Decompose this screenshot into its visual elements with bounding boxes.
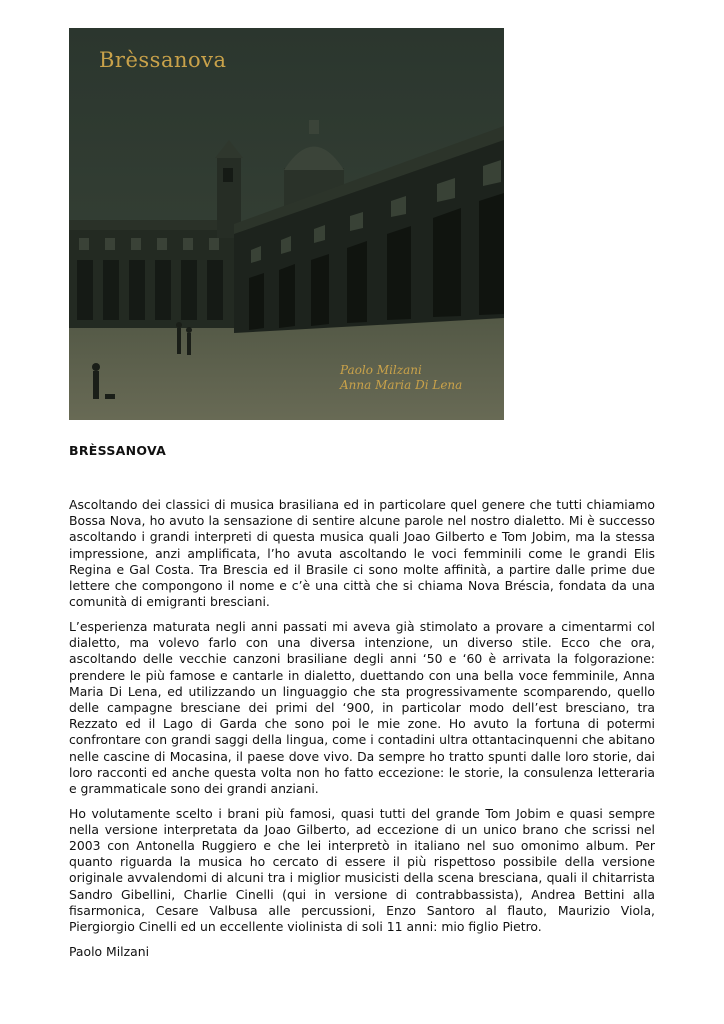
cover-artist-1: Paolo Milzani	[340, 363, 422, 377]
paragraph-2: L’esperienza maturata negli anni passati mi aveva già stimolato a provare a cimentarmi col dialetto, ma volevo farlo con una diversa intenzione, un diverso stile. Ecco che ora, ascoltando delle vecchie canzoni brasiliane degli anni ‘50 e ‘60 è arrivata la folgorazione: prendere le più famose e cantarle in dialetto, duettando con una bella voce femminile, Anna Maria Di Lena, ed utilizzando un linguaggio che sta progressivamente scomparendo, quello delle campagne bresciane dei primi del ‘900, in particolar modo dell’est bresciano, tra Rezzato ed il Lago di Garda che sono poi le mie zone. Ho avuto la fortuna di potermi confrontare con grandi saggi della lingua, come i contadini ultra ottantacinquenni che abitano nelle cascine di Mocasina, il paese dove vivo. Da sempre ho tratto spunti dalle loro storie, dai loro racconti ed anche questa volta non ho fatto eccezione: le storie, la consulenza letteraria e grammaticale sono dei grandi anziani.	[69, 618, 655, 796]
cover-title: Brèssanova	[99, 48, 227, 72]
article-heading: BRÈSSANOVA	[69, 443, 167, 458]
cover-artists	[340, 363, 462, 393]
signature: Paolo Milzani	[69, 943, 150, 959]
paragraph-1: Ascoltando dei classici di musica brasiliana ed in particolare quel genere che tutti chiamiamo Bossa Nova, ho avuto la sensazione di sentire alcune parole nel nostro dialetto. Mi è successo ascoltando i grandi interpreti di questa musica quali Joao Gilberto e Tom Jobim, ma la stessa impressione, anzi amplificata, l’ho avuta ascoltando le voci femminili come le grandi Elis Regina e Gal Costa. Tra Brescia ed il Brasile ci sono molte affinità, a partire dalle prime due lettere che compongono il nome e c’è una città che si chiama Nova Bréscia, fondata da una comunità di emigranti bresciani.	[69, 497, 655, 610]
paragraph-3: Ho volutamente scelto i brani più famosi, quasi tutti del grande Tom Jobim e quasi sempre nella versione interpretata da Joao Gilberto, ad eccezione di un unico brano che scrissi nel 2003 con Antonella Ruggiero e che lei interpretò in italiano nel suo omonimo album. Per quanto riguarda la musica ho cercato di essere il più rispettoso possibile della versione originale avvalendomi di alcuni tra i miglior musicisti della scena bresciana, quali il chitarrista Sandro Gibellini, Charlie Cinelli (qui in versione di contrabbassista), Andrea Bettini alla fisarmonica, Cesare Valbusa alle percussioni, Enzo Santoro al flauto, Maurizio Viola, Piergiorgio Cinelli ed un eccellente violinista di soli 11 anni: mio figlio Pietro.	[69, 805, 655, 935]
left-arcade-building	[69, 220, 234, 328]
album-cover	[69, 28, 504, 420]
cover-artist-2: Anna Maria Di Lena	[340, 378, 463, 392]
article-body	[69, 497, 655, 960]
cover-painting	[69, 28, 504, 420]
